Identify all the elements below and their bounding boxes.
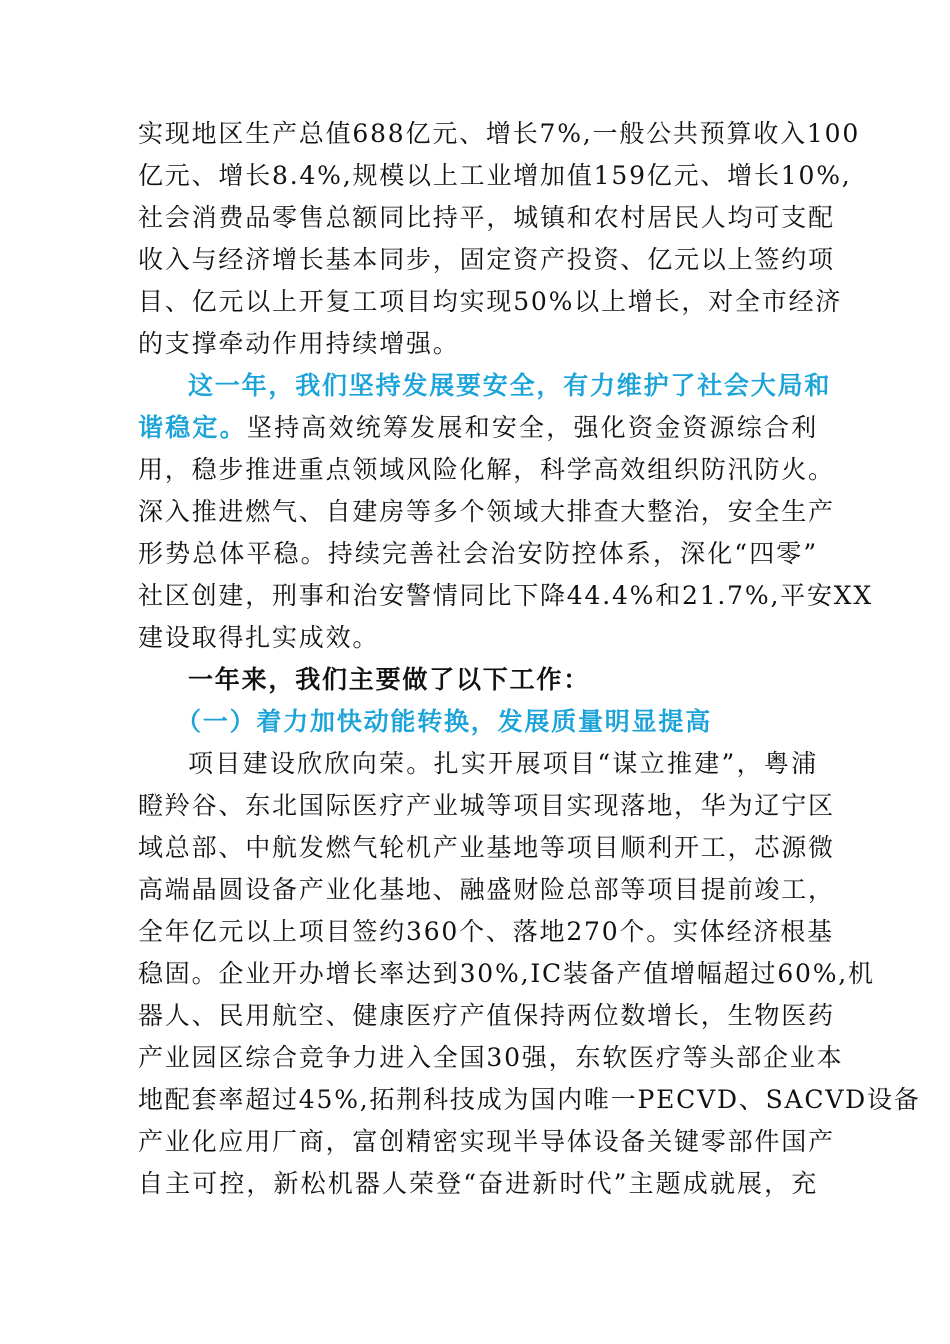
body-line: 域总部、中航发燃气轮机产业基地等项目顺利开工，芯源微	[138, 833, 835, 862]
body-line: 产业园区综合竞争力进入全国30强，东软医疗等头部企业本	[138, 1043, 844, 1072]
body-line: 社区创建，刑事和治安警情同比下降44.4%和21.7%,平安XX	[138, 581, 873, 610]
body-line: 建设取得扎实成效。	[138, 623, 380, 652]
body-line: 用，稳步推进重点领域风险化解，科学高效组织防汛防火。	[138, 455, 835, 484]
body-line: 自主可控，新松机器人荣登“奋进新时代”主题成就展，充	[138, 1169, 818, 1198]
body-line: 实现地区生产总值688亿元、增长7%,一般公共预算收入100	[138, 119, 861, 148]
body-line: 社会消费品零售总额同比持平，城镇和农村居民人均可支配	[138, 203, 835, 232]
body-line: 高端晶圆设备产业化基地、融盛财险总部等项目提前竣工，	[138, 875, 835, 904]
body-line: 全年亿元以上项目签约360个、落地270个。实体经济根基	[138, 917, 834, 946]
body-line: 瞪羚谷、东北国际医疗产业城等项目实现落地，华为辽宁区	[138, 791, 835, 820]
body-line: 产业化应用厂商，富创精密实现半导体设备关键零部件国产	[138, 1127, 835, 1156]
body-line: 地配套率超过45%,拓荆科技成为国内唯一PECVD、SACVD设备	[138, 1085, 921, 1114]
highlight-heading-line: 这一年，我们坚持发展要安全，有力维护了社会大局和	[188, 371, 832, 400]
paragraph-projects	[138, 743, 921, 1205]
body-line: 稳固。企业开办增长率达到30%,IC装备产值增幅超过60%,机	[138, 959, 875, 988]
body-line: 亿元、增长8.4%,规模以上工业增加值159亿元、增长10%,	[138, 161, 852, 190]
body-line: 的支撑牵动作用持续增强。	[138, 329, 460, 358]
mixed-line	[138, 407, 818, 449]
body-line: 深入推进燃气、自建房等多个领域大排查大整治，安全生产	[138, 497, 835, 526]
paragraph-economy	[138, 113, 861, 365]
section-heading: （一）着力加快动能转换，发展质量明显提高	[176, 707, 713, 736]
paragraph-security	[138, 365, 873, 659]
body-line: 器人、民用航空、健康医疗产值保持两位数增长，生物医药	[138, 1001, 835, 1030]
body-line: 收入与经济增长基本同步，固定资产投资、亿元以上签约项	[138, 245, 835, 274]
section-intro	[138, 659, 818, 743]
highlight-heading-tail: 谐稳定。	[138, 413, 247, 442]
body-line: 形势总体平稳。持续完善社会治安防控体系，深化“四零”	[138, 539, 818, 568]
body-line: 项目建设欣欣向荣。扎实开展项目“谋立推建”，粤浦	[188, 749, 818, 778]
body-text: 坚持高效统筹发展和安全，强化资金资源综合利	[246, 413, 818, 442]
body-line: 目、亿元以上开复工项目均实现50%以上增长，对全市经济	[138, 287, 843, 316]
intro-line: 一年来，我们主要做了以下工作：	[188, 665, 591, 694]
